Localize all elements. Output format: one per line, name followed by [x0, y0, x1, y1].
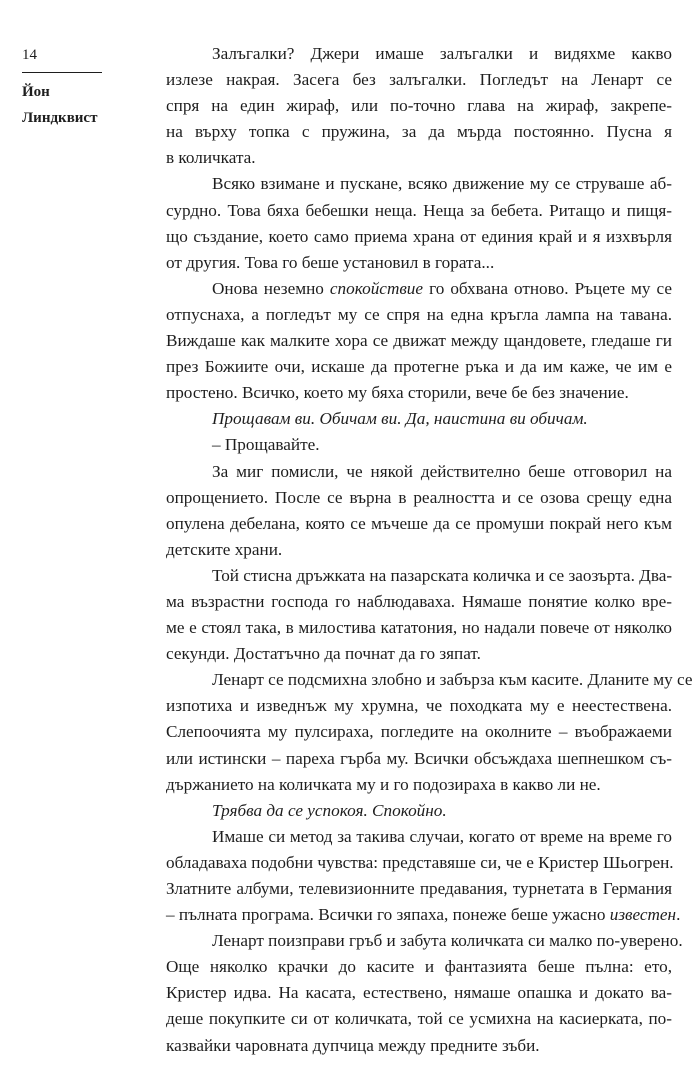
text-line: Ленарт поизправи гръб и забута количката си малко по-уверено. [212, 931, 683, 951]
text-line: що създание, което само приема храна от единия край и я изхвърля [166, 226, 672, 246]
text-line: Слепоочията му пулсираха, погледите на околните – въображаеми [166, 722, 672, 742]
text-line: секунди. Достатъчно да почнат да го зяпат. [166, 644, 481, 664]
text-line: ма възрастни господа го наблюдаваха. Нямаше понятие колко вре- [166, 591, 672, 611]
emphasis: известен [609, 905, 677, 925]
text-line [120, 276, 672, 302]
emphasis: спокойствие [329, 278, 424, 298]
text-line: Кристер идва. На касата, естествено, нямаше опашка и докато ва- [166, 983, 672, 1003]
text-line: Прощавам ви. Обичам ви. Да, наистина ви обичам. [212, 409, 588, 429]
header-rule [22, 72, 102, 73]
text-line: или истински – пареха гърба му. Всички обсъждаха шепнешком съ- [166, 748, 672, 768]
author-first-name: Йон [22, 84, 50, 100]
text-line: Златните албуми, телевизионните предавания, турнетата в Германия [166, 879, 672, 898]
paragraph [120, 41, 672, 171]
text-line: простено. Всичко, което му бяха сторили, вече бе без значение. [166, 383, 629, 403]
text-line: сурдно. Това бяха бебешки неща. Неща за бебета. Ритащо и пищя- [166, 200, 672, 220]
page-number: 14 [22, 47, 37, 63]
text-line: детските храни. [166, 539, 283, 559]
running-header [22, 44, 102, 131]
text-line: ме е стоял така, в милостива кататония, но надали повече от няколко [166, 618, 672, 638]
italic-paragraph [120, 406, 672, 432]
text-line: деше покупките си от количката, той се усмихна на касиерката, по- [166, 1009, 672, 1029]
text-line: от другия. Това го беше установил в гората... [166, 252, 495, 272]
text-line: Ленарт се подсмихна злобно и забърза към касите. Дланите му се [212, 670, 693, 690]
author-last-name: Линдквист [22, 110, 98, 126]
paragraph [120, 928, 683, 1058]
text-line: – Прощавайте. [212, 435, 320, 455]
paragraph [120, 276, 672, 406]
paragraph [120, 171, 672, 275]
text-run: . [676, 905, 681, 925]
text-line: Виждаше как малките хора се движат между щандовете, гледаше ги [166, 331, 672, 351]
text-line: излезе накрая. Засега без залъгалки. Погледът на Ленарт се [166, 70, 672, 90]
text-line: в количката. [166, 148, 256, 168]
text-line: Залъгалки? Джери имаше залъгалки и видяхме какво [212, 44, 672, 63]
text-line: държанието на количката му и го подозираха в какво ли не. [166, 774, 601, 794]
text-line: опрощението. После се върна в реалността и се озова срещу една [166, 487, 672, 507]
text-run: Онова неземно [212, 278, 330, 298]
text-line: казвайки чаровната дупчица между предните зъби. [166, 1035, 540, 1055]
paragraph [120, 563, 672, 667]
text-run: го обхвана отново. Ръцете му се [423, 278, 672, 298]
italic-paragraph [120, 798, 672, 824]
paragraph [120, 667, 693, 797]
text-line: обладаваха подобни чувства: представяше си, че е Кристер Шьогрен. [166, 852, 674, 872]
text-line: отпуснаха, а погледът му се спря на една кръгла лампа на тавана. [166, 304, 672, 324]
text-line: изпотиха и изведнъж му хрумна, че походката му е неестествена. [166, 696, 672, 716]
text-line: на върху топка с пружина, за да мърда постоянно. Пусна я [166, 122, 672, 142]
body-text [120, 41, 693, 1059]
text-line: спря на един жираф, или по-точно глава на жираф, закрепе- [166, 96, 672, 116]
text-line: Трябва да се успокоя. Спокойно. [212, 800, 447, 820]
text-line [120, 902, 681, 928]
paragraph [120, 824, 681, 928]
text-line: Още няколко крачки до касите и фантазията беше пълна: ето, [166, 957, 672, 977]
text-line: За миг помисли, че някой действително беше отговорил на [212, 461, 672, 481]
text-line: Всяко взимане и пускане, всяко движение му се струваше аб- [212, 174, 672, 194]
text-line: Имаше си метод за такива случаи, когато от време на време го [212, 826, 672, 846]
text-line: през Божиите очи, искаше да протегне ръка и да им каже, че им е [166, 357, 672, 377]
paragraph [120, 459, 672, 563]
text-run: – пълната програма. Всички го зяпаха, понеже беше ужасно [166, 905, 610, 925]
text-line: Той стисна дръжката на пазарската количка и се заозърта. Два- [212, 565, 673, 585]
dialogue-line [120, 432, 672, 458]
text-line: опулена дебелана, която се мъчеше да се промуши покрай него към [166, 513, 672, 533]
